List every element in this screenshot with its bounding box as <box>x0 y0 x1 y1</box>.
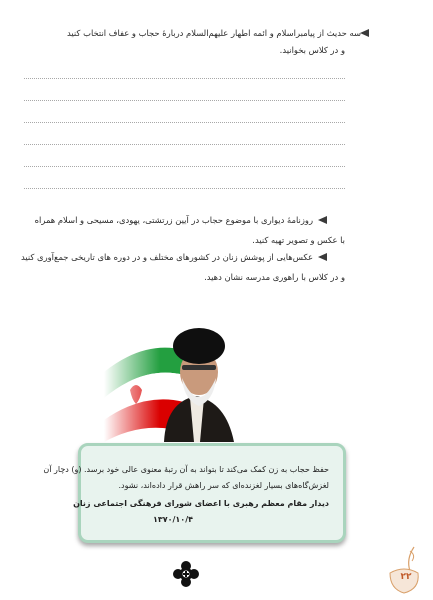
activity-3-line-2: و در کلاس با راهوری مدرسه نشان دهید. <box>204 272 345 282</box>
leader-portrait-image <box>104 320 264 442</box>
answer-line[interactable] <box>24 188 345 189</box>
page-corner-decoration <box>386 545 422 595</box>
activity-2-line-1: روزنامهٔ دیواری با موضوع حجاب در آیین زرتشتی، یهودی، مسیحی و اسلام همراه <box>34 215 313 225</box>
arrow-bullet-icon <box>360 29 369 37</box>
answer-line[interactable] <box>24 100 345 101</box>
arrow-bullet-icon <box>318 253 327 261</box>
activity-1-line-1: سه حدیث از پیامبراسلام و ائمه اطهار علیهم‌السلام دربارهٔ حجاب و عفاف انتخاب کنید <box>66 28 361 38</box>
answer-line[interactable] <box>24 122 345 123</box>
arrow-bullet-icon <box>318 216 327 224</box>
quote-box <box>43 443 346 543</box>
answer-line[interactable] <box>24 166 345 167</box>
book-emblem-icon <box>172 560 200 588</box>
answer-line[interactable] <box>24 78 345 79</box>
activity-1-line-2: و در کلاس بخوانید. <box>279 45 345 55</box>
answer-line[interactable] <box>24 144 345 145</box>
quote-line-1: حفظ حجاب به زن کمک می‌کند تا بتواند به آن رتبهٔ معنوی عالی خود برسد. (و) دچار آن <box>43 465 329 474</box>
quote-source: دیدار مقام معظم رهبری با اعضای شورای فرهنگی اجتماعی زنان <box>73 499 329 508</box>
quote-line-2: لغزش‌گاه‌های بسیار لغزنده‌ای که سر راهش قرار داده‌اند، نشود. <box>118 481 329 490</box>
activity-2-line-2: با عکس و تصویر تهیه کنید. <box>252 235 345 245</box>
quote-date: ۱۳۷۰/۱۰/۴ <box>152 515 193 524</box>
activity-3-line-1: عکس‌هایی از پوشش زنان در کشورهای مختلف و در دوره های تاریخی جمع‌آوری کنید <box>20 252 313 262</box>
page-number: ۲۲ <box>400 572 412 582</box>
